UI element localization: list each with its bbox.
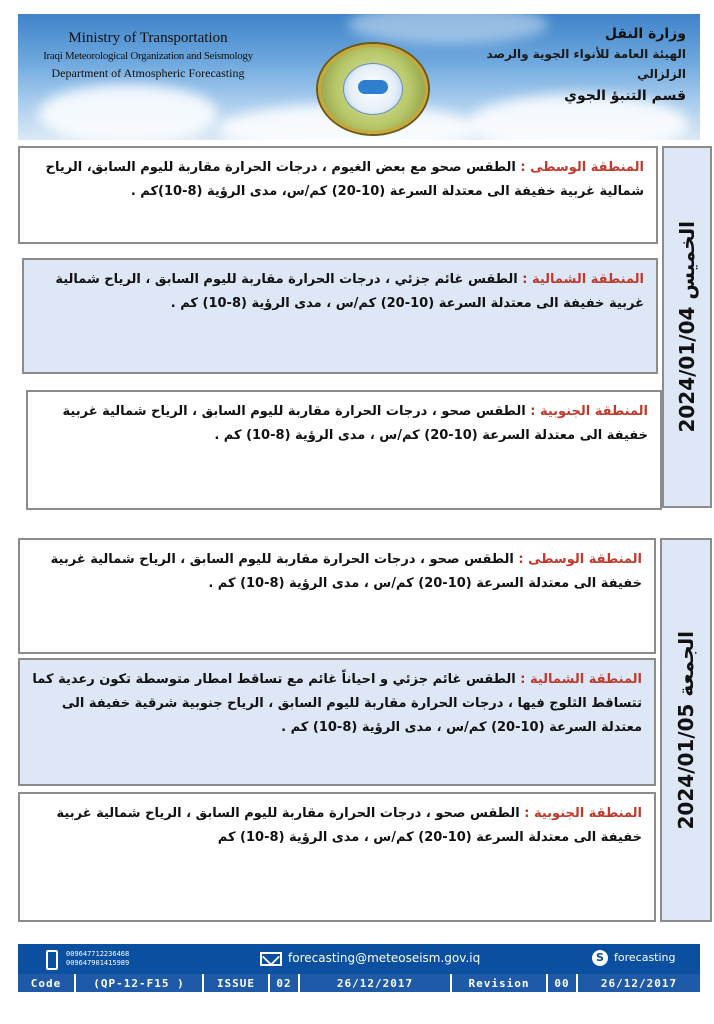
revision-date: 26/12/2017 bbox=[578, 974, 700, 992]
phone-numbers bbox=[66, 950, 129, 968]
forecast-box-day2-central: المنطقة الوسطى : الطقس صحو ، درجات الحرارة مقاربة لليوم السابق ، الرياح شمالية غربية خفيفة الى معتدلة السرعة (10-20) كم/س ، مدى الرؤية (8-10) كم . bbox=[18, 538, 656, 654]
code-value: (QP-12-F15 ) bbox=[76, 974, 204, 992]
forecast-box-day2-north: المنطقة الشمالية : الطقس غائم جزئي و احياناً غائم مع تساقط امطار متوسطة تكون رعدية كما تتساقط الثلوج فيها ، درجات الحرارة مقاربة لليوم السابق ، الرياح جنوبية شرقية خفيفة الى معتدلة السرعة (10-20) كم/س ، مدى الرؤية (8-10) كم . bbox=[18, 658, 656, 786]
skype-icon: S bbox=[592, 950, 608, 966]
region-label: المنطقة الشمالية bbox=[529, 672, 642, 687]
forecast-text: الطقس صحو ، درجات الحرارة مقاربة لليوم السابق ، الرياح شمالية غربية خفيفة الى معتدلة السرعة (10-20) كم/س ، مدى الرؤية (8-10) كم . bbox=[50, 552, 642, 591]
logo-cloud-icon bbox=[358, 80, 388, 94]
phone-number: 009647712236468 bbox=[66, 950, 130, 958]
ministry-name-en: Ministry of Transportation bbox=[68, 30, 228, 46]
forecast-box-day1-south: المنطقة الجنوبية : الطقس صحو ، درجات الحرارة مقاربة لليوم السابق ، الرياح شمالية غربية خفيفة الى معتدلة السرعة (10-20) كم/س ، مدى الرؤية (8-10) كم . bbox=[26, 390, 662, 510]
logo-emblem bbox=[343, 63, 403, 115]
issue-date: 26/12/2017 bbox=[300, 974, 452, 992]
region-label: المنطقة الجنوبية bbox=[533, 806, 642, 821]
date-label: الخميس 2024/01/04 bbox=[675, 221, 699, 433]
footer-document-info bbox=[18, 974, 700, 992]
region-label: المنطقة الجنوبية bbox=[539, 404, 648, 419]
revision-label: Revision bbox=[452, 974, 548, 992]
cloud-decoration bbox=[38, 84, 218, 140]
forecast-box-day1-north: المنطقة الشمالية : الطقس غائم جزئي ، درجات الحرارة مقاربة لليوم السابق ، الرياح شمالية غربية خفيفة الى معتدلة السرعة (10-20) كم/س ، مدى الرؤية (8-10) كم . bbox=[22, 258, 658, 374]
code-label: Code bbox=[18, 974, 76, 992]
mail-icon bbox=[260, 952, 282, 966]
header-banner bbox=[18, 14, 700, 140]
phone-icon bbox=[46, 950, 58, 970]
forecast-text: الطقس صحو ، درجات الحرارة مقاربة لليوم السابق ، الرياح شمالية غربية خفيفة الى معتدلة السرعة (10-20) كم/س ، مدى الرؤية (8-10) كم . bbox=[62, 404, 648, 443]
email-address[interactable]: forecasting@meteoseism.gov.iq bbox=[288, 951, 481, 965]
region-label: المنطقة الوسطى bbox=[528, 552, 642, 567]
ministry-name-ar: وزارة النقل bbox=[604, 26, 686, 42]
skype-handle[interactable]: forecasting bbox=[614, 951, 676, 964]
footer-contact-row bbox=[18, 944, 700, 974]
forecast-box-day1-central: المنطقة الوسطى : الطقس صحو مع بعض الغيوم ، درجات الحرارة مقاربة لليوم السابق، الرياح شمالية غربية خفيفة الى معتدلة السرعة (10-20) كم/س، مدى الرؤية (8-10)كم . bbox=[18, 146, 658, 244]
forecast-text: الطقس صحو ، درجات الحرارة مقاربة لليوم السابق ، الرياح شمالية غربية خفيفة الى معتدلة السرعة (10-20) كم/س ، مدى الرؤية (8-10) كم bbox=[56, 806, 642, 845]
footer bbox=[18, 944, 700, 992]
region-label: المنطقة الوسطى bbox=[530, 160, 644, 175]
department-name-ar: قسم التنبؤ الجوي bbox=[564, 88, 686, 104]
header-english bbox=[28, 28, 268, 82]
forecast-text: الطقس غائم جزئي ، درجات الحرارة مقاربة لليوم السابق ، الرياح شمالية غربية خفيفة الى معتدلة السرعة (10-20) كم/س ، مدى الرؤية (8-10) كم . bbox=[55, 272, 644, 311]
forecast-text: الطقس صحو مع بعض الغيوم ، درجات الحرارة مقاربة لليوم السابق، الرياح شمالية غربية خفيفة الى معتدلة السرعة (10-20) كم/س، مدى الرؤية (8-10)كم . bbox=[45, 160, 644, 199]
forecast-box-day2-south: المنطقة الجنوبية : الطقس صحو ، درجات الحرارة مقاربة لليوم السابق ، الرياح شمالية غربية خفيفة الى معتدلة السرعة (10-20) كم/س ، مدى الرؤية (8-10) كم bbox=[18, 792, 656, 922]
date-bar-day2 bbox=[660, 538, 712, 922]
revision-number: 00 bbox=[548, 974, 578, 992]
date-bar-day1 bbox=[662, 146, 712, 508]
date-label: الجمعة 2024/01/05 bbox=[674, 630, 698, 830]
organization-name-ar: الهيئة العامة للأنواء الجوية والرصد الزلزالي bbox=[486, 47, 686, 81]
phone-number: 009647901415989 bbox=[66, 959, 130, 967]
header-arabic bbox=[456, 24, 686, 108]
issue-label: ISSUE bbox=[204, 974, 270, 992]
department-name-en: Department of Atmospheric Forecasting bbox=[51, 66, 245, 80]
forecast-text: الطقس غائم جزئي و احياناً غائم مع تساقط امطار متوسطة تكون رعدية كما تتساقط الثلوج فيها ، درجات الحرارة مقاربة لليوم السابق ، الرياح جنوبية شرقية خفيفة الى معتدلة السرعة (10-20) كم/س ، مدى الرؤية (8-10) كم . bbox=[32, 672, 642, 735]
organization-name-en: Iraqi Meteorological Organization and Seismology bbox=[43, 50, 253, 62]
issue-number: 02 bbox=[270, 974, 300, 992]
organization-logo bbox=[318, 44, 428, 134]
region-label: المنطقة الشمالية bbox=[531, 272, 644, 287]
